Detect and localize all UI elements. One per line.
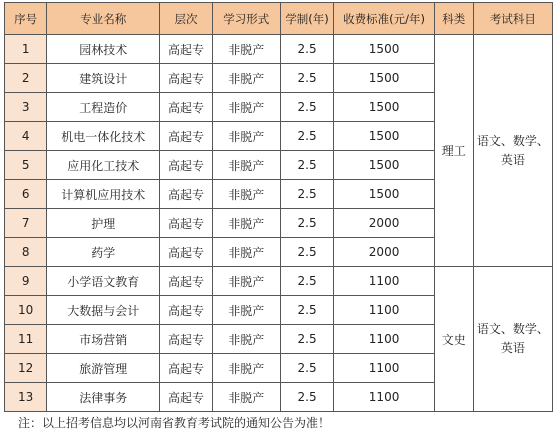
level-cell: 高起专 bbox=[160, 64, 213, 93]
header-exam-subjects: 考试科目 bbox=[473, 3, 552, 35]
study-form-cell: 非脱产 bbox=[212, 296, 280, 325]
level-cell: 高起专 bbox=[160, 180, 213, 209]
table-row bbox=[5, 35, 553, 64]
major-name: 园林技术 bbox=[47, 35, 160, 64]
duration-cell: 2.5 bbox=[280, 151, 334, 180]
footnote: 注：以上招考信息均以河南省教育考试院的通知公告为准！ bbox=[18, 416, 331, 430]
fee-cell: 1500 bbox=[334, 64, 434, 93]
header-index: 序号 bbox=[5, 3, 47, 35]
fee-cell: 1100 bbox=[334, 296, 434, 325]
header-fee: 收费标准(元/年) bbox=[334, 3, 434, 35]
major-name: 护理 bbox=[47, 209, 160, 238]
level-cell: 高起专 bbox=[160, 354, 213, 383]
level-cell: 高起专 bbox=[160, 238, 213, 267]
fee-cell: 1500 bbox=[334, 151, 434, 180]
study-form-cell: 非脱产 bbox=[212, 180, 280, 209]
level-cell: 高起专 bbox=[160, 209, 213, 238]
row-index: 3 bbox=[5, 93, 47, 122]
major-name: 大数据与会计 bbox=[47, 296, 160, 325]
header-duration: 学制(年) bbox=[280, 3, 334, 35]
major-name: 工程造价 bbox=[47, 93, 160, 122]
category-cell: 文史 bbox=[434, 267, 473, 412]
row-index: 9 bbox=[5, 267, 47, 296]
row-index: 12 bbox=[5, 354, 47, 383]
fee-cell: 1500 bbox=[334, 35, 434, 64]
duration-cell: 2.5 bbox=[280, 209, 334, 238]
exam-subjects-cell: 语文、数学、英语 bbox=[473, 35, 552, 267]
study-form-cell: 非脱产 bbox=[212, 35, 280, 64]
row-index: 8 bbox=[5, 238, 47, 267]
major-name: 旅游管理 bbox=[47, 354, 160, 383]
major-name: 市场营销 bbox=[47, 325, 160, 354]
level-cell: 高起专 bbox=[160, 122, 213, 151]
fee-cell: 1100 bbox=[334, 383, 434, 412]
row-index: 13 bbox=[5, 383, 47, 412]
fee-cell: 1100 bbox=[334, 354, 434, 383]
level-cell: 高起专 bbox=[160, 267, 213, 296]
level-cell: 高起专 bbox=[160, 383, 213, 412]
duration-cell: 2.5 bbox=[280, 35, 334, 64]
study-form-cell: 非脱产 bbox=[212, 151, 280, 180]
major-name: 应用化工技术 bbox=[47, 151, 160, 180]
row-index: 1 bbox=[5, 35, 47, 64]
major-name: 药学 bbox=[47, 238, 160, 267]
duration-cell: 2.5 bbox=[280, 93, 334, 122]
row-index: 6 bbox=[5, 180, 47, 209]
study-form-cell: 非脱产 bbox=[212, 64, 280, 93]
duration-cell: 2.5 bbox=[280, 238, 334, 267]
exam-subjects-cell: 语文、数学、英语 bbox=[473, 267, 552, 412]
major-name: 小学语文教育 bbox=[47, 267, 160, 296]
duration-cell: 2.5 bbox=[280, 325, 334, 354]
level-cell: 高起专 bbox=[160, 151, 213, 180]
fee-cell: 2000 bbox=[334, 209, 434, 238]
row-index: 7 bbox=[5, 209, 47, 238]
duration-cell: 2.5 bbox=[280, 354, 334, 383]
category-cell: 理工 bbox=[434, 35, 473, 267]
duration-cell: 2.5 bbox=[280, 383, 334, 412]
study-form-cell: 非脱产 bbox=[212, 93, 280, 122]
major-name: 建筑设计 bbox=[47, 64, 160, 93]
fee-cell: 1100 bbox=[334, 267, 434, 296]
level-cell: 高起专 bbox=[160, 325, 213, 354]
major-name: 机电一体化技术 bbox=[47, 122, 160, 151]
study-form-cell: 非脱产 bbox=[212, 122, 280, 151]
fee-cell: 1500 bbox=[334, 180, 434, 209]
study-form-cell: 非脱产 bbox=[212, 325, 280, 354]
fee-cell: 1500 bbox=[334, 122, 434, 151]
header-major: 专业名称 bbox=[47, 3, 160, 35]
level-cell: 高起专 bbox=[160, 35, 213, 64]
major-name: 计算机应用技术 bbox=[47, 180, 160, 209]
duration-cell: 2.5 bbox=[280, 296, 334, 325]
header-level: 层次 bbox=[160, 3, 213, 35]
enrollment-table bbox=[4, 2, 553, 412]
study-form-cell: 非脱产 bbox=[212, 383, 280, 412]
table-row bbox=[5, 267, 553, 296]
header-row bbox=[5, 3, 553, 35]
row-index: 5 bbox=[5, 151, 47, 180]
duration-cell: 2.5 bbox=[280, 267, 334, 296]
row-index: 11 bbox=[5, 325, 47, 354]
duration-cell: 2.5 bbox=[280, 180, 334, 209]
row-index: 4 bbox=[5, 122, 47, 151]
fee-cell: 1100 bbox=[334, 325, 434, 354]
major-name: 法律事务 bbox=[47, 383, 160, 412]
study-form-cell: 非脱产 bbox=[212, 354, 280, 383]
study-form-cell: 非脱产 bbox=[212, 267, 280, 296]
duration-cell: 2.5 bbox=[280, 64, 334, 93]
level-cell: 高起专 bbox=[160, 296, 213, 325]
row-index: 10 bbox=[5, 296, 47, 325]
level-cell: 高起专 bbox=[160, 93, 213, 122]
fee-cell: 2000 bbox=[334, 238, 434, 267]
header-study-form: 学习形式 bbox=[212, 3, 280, 35]
duration-cell: 2.5 bbox=[280, 122, 334, 151]
row-index: 2 bbox=[5, 64, 47, 93]
study-form-cell: 非脱产 bbox=[212, 209, 280, 238]
fee-cell: 1500 bbox=[334, 93, 434, 122]
header-category: 科类 bbox=[434, 3, 473, 35]
study-form-cell: 非脱产 bbox=[212, 238, 280, 267]
